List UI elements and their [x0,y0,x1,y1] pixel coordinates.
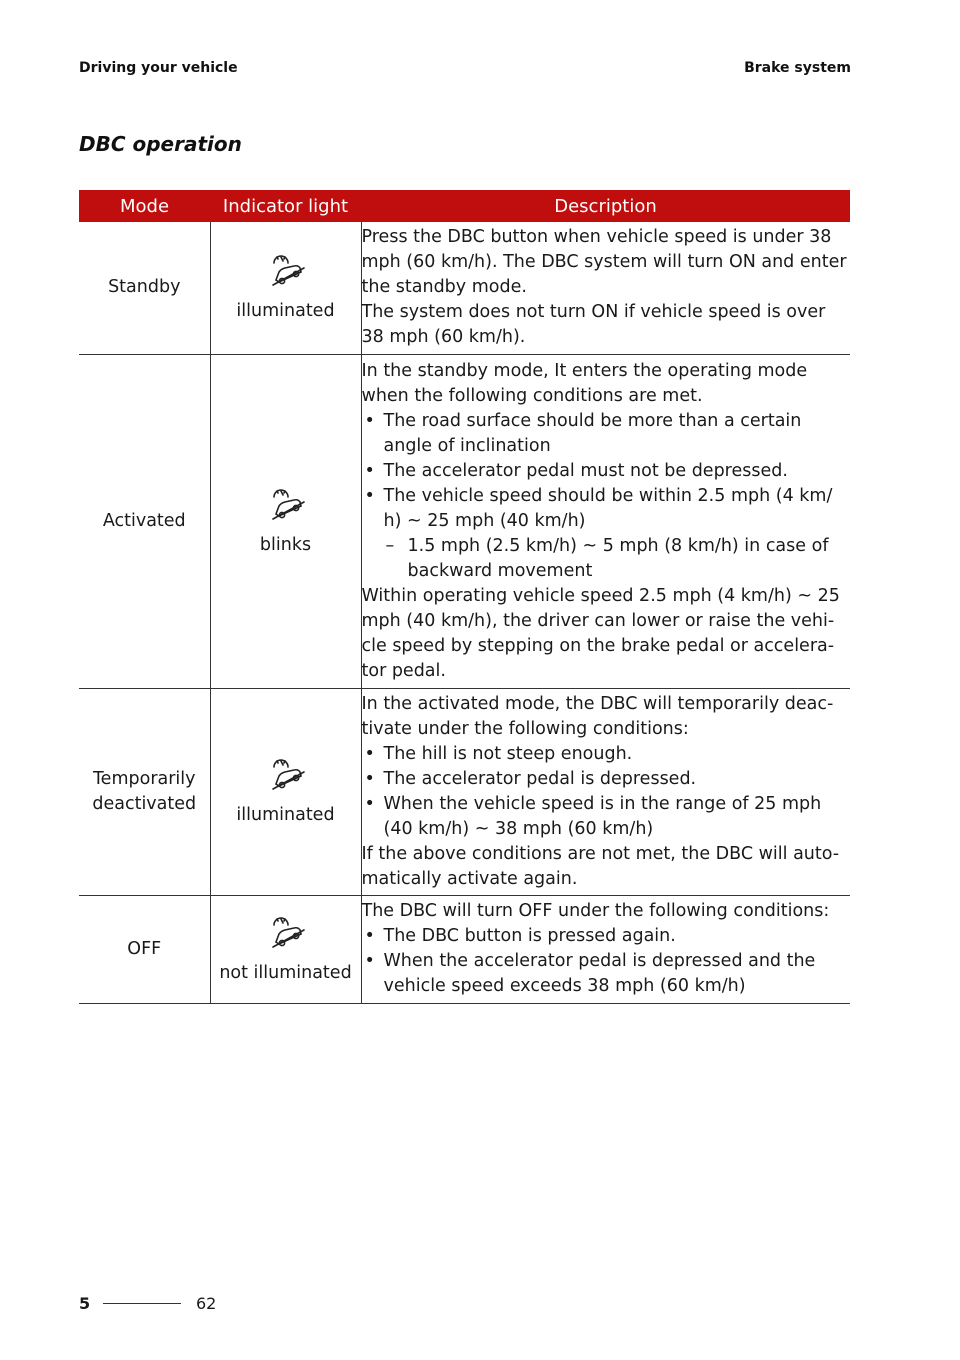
table-row [79,688,850,895]
indicator-cell [210,354,361,688]
page-number: 62 [196,1294,217,1313]
footer-divider [103,1303,181,1304]
running-header-topic: Brake system [744,60,851,76]
list-item: • The accelerator pedal must not be depressed. [362,459,851,484]
section-title: DBC operation [79,132,242,156]
list-item: • When the vehicle speed is in the range of 25 mph (40 km/h) ~ 38 mph (60 km/h) [362,792,851,842]
chapter-number: 5 [79,1294,91,1313]
description-cell [361,222,850,354]
dbc-indicator-icon [264,913,308,953]
description-line: Press the DBC button when vehicle speed is under 38 mph (60 km/h). The DBC system will turn ON and enter the standby mode. [361,227,847,298]
dbc-indicator-icon [264,251,308,291]
list-item: • The hill is not steep enough. [362,742,851,767]
list-item: • When the accelerator pedal is depressed and the vehicle speed exceeds 38 mph (60 km/h) [362,949,851,999]
mode-cell: Activated [79,354,210,688]
sub-list-item: – 1.5 mph (2.5 km/h) ~ 5 mph (8 km/h) in case of backward movement [362,534,851,584]
column-header-indicator: Indicator light [210,190,361,222]
table-row [79,222,850,354]
table-row [79,354,850,688]
indicator-state: blinks [259,534,312,555]
indicator-state: not illuminated [219,962,352,983]
list-item: • The road surface should be more than a certain angle of inclination [362,409,851,459]
description-intro: In the activated mode, the DBC will temporarily deac- tivate under the following conditions: [361,693,834,739]
column-header-description: Description [361,190,850,222]
mode-cell: OFF [79,895,210,1003]
list-item: • The accelerator pedal is depressed. [362,767,851,792]
condition-list [362,409,851,534]
dbc-indicator-icon [264,485,308,525]
description-intro: In the standby mode, It enters the operating mode when the following conditions are met. [361,360,808,406]
description-line: The system does not turn ON if vehicle speed is over 38 mph (60 km/h). [361,302,826,348]
table-header-row [79,190,850,222]
running-header-section: Driving your vehicle [79,60,238,76]
description-cell [361,688,850,895]
list-item: • The DBC button is pressed again. [362,924,851,949]
mode-cell: Temporarily deactivated [79,688,210,895]
indicator-cell [210,688,361,895]
indicator-state: illuminated [236,805,335,825]
table-row [79,895,850,1003]
indicator-cell [210,222,361,354]
description-outro: If the above conditions are not met, the DBC will auto- matically activate again. [361,843,840,889]
indicator-state: illuminated [236,301,335,322]
dbc-operation-table [79,190,850,1004]
description-cell [361,895,850,1003]
dbc-indicator-icon [264,755,308,795]
condition-list [362,742,851,842]
description-outro: Within operating vehicle speed 2.5 mph (4 km/h) ~ 25 mph (40 km/h), the driver can lower or raise the vehi- cle speed by stepping on the brake pedal or accelera- tor pedal. [361,585,840,681]
condition-list [362,924,851,999]
indicator-cell [210,895,361,1003]
description-intro: The DBC will turn OFF under the following conditions: [361,901,830,921]
description-cell [361,354,850,688]
mode-cell: Standby [79,222,210,354]
list-item: • The vehicle speed should be within 2.5 mph (4 km/ h) ~ 25 mph (40 km/h) [362,484,851,534]
column-header-mode: Mode [79,190,210,222]
